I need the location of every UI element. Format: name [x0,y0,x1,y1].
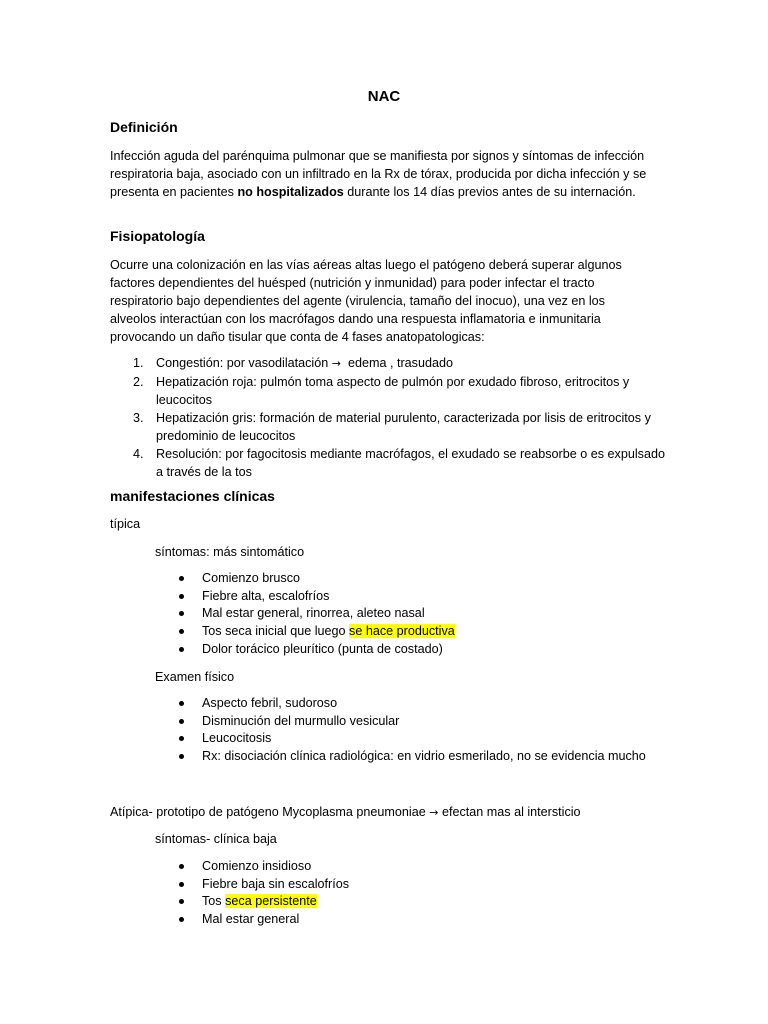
list-item [176,695,676,713]
atipica-line [110,803,581,822]
bullet-icon [179,576,184,581]
list-item [176,713,676,731]
fisiopatologia-paragraph: Ocurre una colonización en las vías aéreas altas luego el patógeno deberá superar algunos factores dependientes del huésped (nutrición y inmunidad) para poder infectar el tracto respiratorio bajo dependientes del agente (virulencia, tamaño del inocuo), una vez en los alveolos interactúan con los macrófagos dando una respuesta inflamatoria e inmunitaria provocando un daño tisular que conta de 4 fases anatopatologicas: [110,258,622,344]
atipica-text-pre: Atípica- prototipo de patógeno Mycoplasma pneumoniae [110,805,430,819]
fases-list [110,354,670,481]
definicion-text-bold: no hospitalizados [237,185,344,199]
list-item [176,641,676,659]
bullet-icon [179,736,184,741]
heading-manifestaciones: manifestaciones clínicas [110,488,275,504]
bullet-icon [179,701,184,706]
list-item [176,570,676,588]
examen-text: Disminución del murmullo vesicular [202,713,400,728]
atipica-sintomas-label: síntomas- clínica baja [155,832,277,846]
definicion-text-post: durante los 14 días previos antes de su internación. [343,185,636,199]
bullet-icon [179,611,184,616]
bullet-icon [179,594,184,599]
sintoma-text: Comienzo insidioso [202,859,312,873]
list-number: 2. [133,375,144,389]
sintoma-text: Dolor torácico pleurítico (punta de costado) [202,641,443,656]
fase-text: Resolución: por fagocitosis mediante macrófagos, el exudado se reabsorbe o es expulsado a través de la tos [156,447,665,479]
fase-text: Hepatización gris: formación de material purulento, caracterizada por lisis de eritrocitos y predominio de leucocitos [156,411,651,443]
list-number: 3. [133,411,144,425]
sintoma-text: Fiebre baja sin escalofríos [202,876,349,891]
list-item [176,605,676,623]
sintoma-text: Mal estar general [202,912,300,927]
bullet-icon [179,899,184,904]
list-number: 1. [133,356,144,370]
bullet-icon [179,647,184,652]
bullet-icon [179,864,184,869]
sintoma-text: Comienzo brusco [202,571,300,585]
fase-text: Congestión: por vasodilatación [156,356,332,370]
fase-text-post: edema , trasudado [340,356,453,370]
arrow-right-icon: → [331,357,341,370]
examen-fisico-list [176,695,676,766]
bullet-icon [179,917,184,922]
definicion-text-pre: Infección aguda del parénquima pulmonar que se manifiesta por signos y síntomas de infección respiratoria baja, asociado con un infiltrado en la Rx de tórax, producida por dicha infección y se presenta en pacientes [110,149,647,199]
sintoma-text: Tos [202,894,226,909]
examen-text: Leucocitosis [202,731,272,746]
atipica-text-post: efectan mas al intersticio [438,805,581,819]
bullet-icon [179,754,184,759]
examen-fisico-label: Examen físico [155,670,235,684]
tipica-label: típica [110,517,141,531]
sintoma-text: Mal estar general, rinorrea, aleteo nasal [202,606,425,621]
list-item [176,730,676,748]
list-item [176,623,676,641]
list-number: 4. [133,447,144,461]
list-item [176,876,676,894]
sintoma-text: Tos seca inicial que luego [202,624,350,639]
list-item [176,911,676,929]
definicion-paragraph [110,147,665,201]
heading-definicion: Definición [110,119,178,135]
list-item [110,373,670,409]
bullet-icon [179,882,184,887]
document-title: NAC [367,88,401,105]
heading-fisiopatologia: Fisiopatología [110,228,205,244]
highlighted-text: se hace productiva [349,624,455,639]
tipica-sintomas-list [176,570,676,659]
list-item [110,354,670,373]
arrow-right-icon: → [429,806,439,819]
examen-text: Aspecto febril, sudoroso [202,696,338,710]
tipica-sintomas-label: síntomas: más sintomático [155,545,305,559]
sintoma-text: Fiebre alta, escalofríos [202,588,330,603]
list-item [176,893,676,911]
list-item [176,858,676,876]
list-item [176,588,676,606]
list-item [110,445,670,481]
atipica-sintomas-list [176,858,676,929]
bullet-icon [179,629,184,634]
examen-text: Rx: disociación clínica radiológica: en vidrio esmerilado, no se evidencia mucho [202,749,646,764]
fase-text: Hepatización roja: pulmón toma aspecto de pulmón por exudado fibroso, eritrocitos y leucocitos [156,375,630,407]
bullet-icon [179,719,184,724]
highlighted-text: seca persistente [225,894,317,909]
list-item [176,748,676,766]
list-item [110,409,670,445]
